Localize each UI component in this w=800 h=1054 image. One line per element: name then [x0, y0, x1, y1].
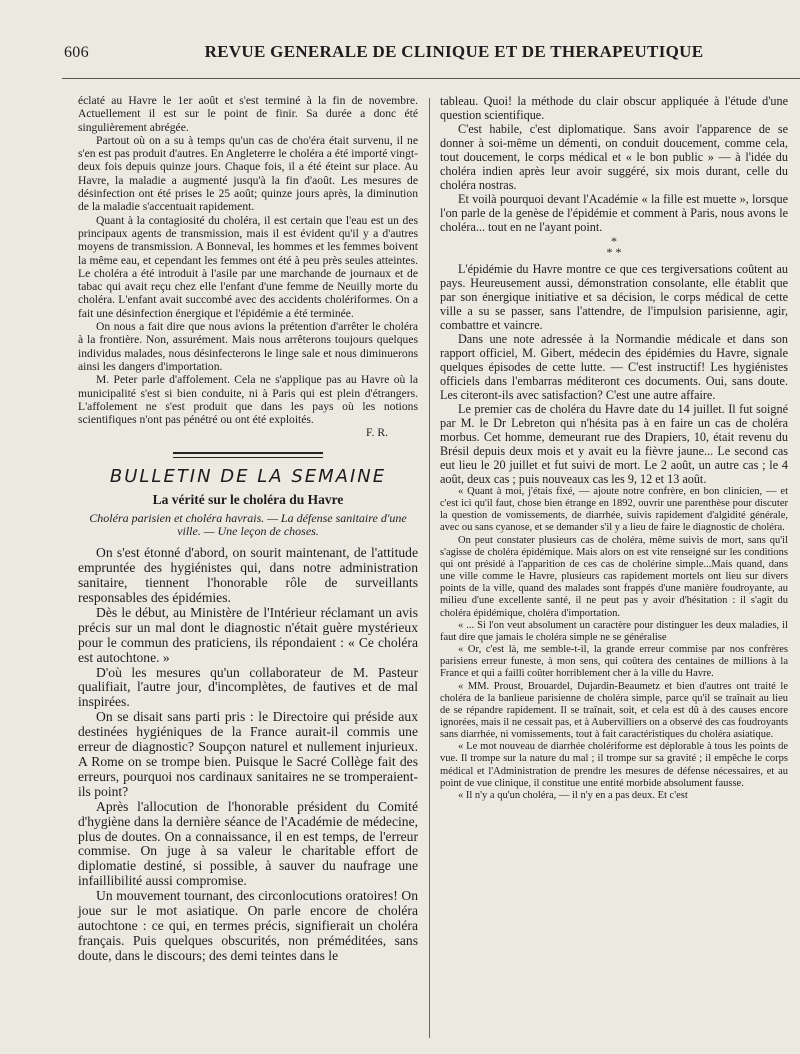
paragraph: On nous a fait dire que nous avions la prétention d'arrêter le choléra à la frontière. Non, assurément. Mais nous arrêterons toujours quelques individus malades, nous désinfecterons le linge sale et nous diminuerons ainsi les dangers d'importation.: [78, 320, 418, 373]
page-number: 606: [64, 44, 89, 61]
quote-paragraph: « Il n'y a qu'un choléra, — il n'y en a pas deux. Et c'est: [458, 789, 688, 801]
article-subtitle: Choléra parisien et choléra havrais. — La défense sanitaire d'une ville. — Une leçon de choses.: [89, 511, 407, 539]
paragraph: tableau. Quoi! la méthode du clair obscur appliquée à l'étude d'une question scientifique.: [440, 94, 788, 122]
paragraph: L'épidémie du Havre montre ce que ces tergiversations coûtent au pays. Heureusement aussi, démonstration consolante, elle établit que par son énergique initiative et sa décision, le corps médical de cette ville a su se passer, sans l'attendre, de l'impulsion parisienne, agir, combattre et vaincre.: [440, 262, 788, 332]
quote-paragraph: « ... Si l'on veut absolument un caractère pour distinguer les deux maladies, il faut dire que jamais le choléra simple ne se généralise: [440, 619, 788, 643]
quoted-report: [440, 486, 788, 802]
journal-title: REVUE GENERALE DE CLINIQUE ET DE THERAPEUTIQUE: [204, 42, 704, 61]
paragraph: M. Peter parle d'affolement. Cela ne s'applique pas au Havre où la municipalité s'est si bien conduite, ni à Paris qui est plein d'étrangers. L'affolement ne s'est produit que dans les pays où les notions scientifiques n'ont pas pénétré ou ont été exploités.: [78, 373, 418, 427]
section-divider-thin: [173, 457, 323, 458]
section-title: BULLETIN DE LA SEMAINE: [109, 465, 387, 487]
paragraph: Le premier cas de choléra du Havre date du 14 juillet. Il fut soigné par M. le Dr Lebreton qui n'hésita pas à en faire un cas de choléra morbus. Cet homme, demeurant rue des Drapiers, 10, était revenu du Brésil depuis deux mois et y avait eu la fièvre jaune... Le second cas eut lieu le 20 juillet et fut suivi de mort. Le 2 août, un autre cas ; le 4 août, deux cas ; puis nouveaux cas les 9, 12 et 13 août.: [440, 402, 788, 486]
paragraph: C'est habile, c'est diplomatique. Sans avoir l'apparence de se donner à soi-même un démenti, on conduit doucement, comme cela, tout doucement, le corps médical et « le bon public » — à l'idée du choléra indien après leur avoir suggéré, six mois durant, celle du choléra nostras.: [440, 122, 788, 192]
quote-paragraph: « MM. Proust, Brouardel, Dujardin-Beaumetz et bien d'autres ont traité le choléra de la banlieue parisienne de choléra simple, parce qu'il se traînait au lieu de se répandre rapidement. Il se traînait, soit, et cela est dû à des causes encore ignorées, mais il ne cessait pas, et à Aubervilliers on a observé des cas foudroyants sans diarrhée, ni vomissements, tout à fait caractéristiques du choléra asiatique.: [440, 680, 788, 741]
article-body: [78, 546, 418, 963]
paragraph: Quant à la contagiosité du choléra, il est certain que l'eau est un des principaux agents de transmission, mais il est évident qu'il y a d'autres moyens de transmission. A Bonneval, les hommes et les femmes boivent la même eau, et cependant les femmes ont été à peu près seules atteintes. Le choléra a été introduit à l'asile par une marchande de journaux et de tabac qui avait reçu chez elle l'enfant d'une femme de Neuilly morte du choléra. L'enfant avait succombé avec des accidents cholériformes. On a fait une désinfection énergique et l'épidémie a été terminée.: [78, 213, 418, 320]
quote-paragraph: « Or, c'est là, me semble-t-il, la grande erreur commise par nos confrères parisiens erreur funeste, à mon sens, qui coûtera des centaines de millions à la France et qui a failli coûter horriblement cher à la ville du Havre.: [440, 644, 788, 680]
left-column: [78, 94, 418, 964]
article-paragraph: Dès le début, au Ministère de l'Intérieur réclamant un avis précis sur un mal dont le diagnostic n'était guère mystérieux pour le commun des praticiens, ils répondaient : « Ce choléra est autochtone. »: [78, 604, 418, 665]
article-paragraph: Un mouvement tournant, des circonlocutions oratoires! On joue sur le mot asiatique. On parle encore de choléra autochtone : ce qui, en termes précis, signifierait un choléra français. Puis quelques obscurités, non préméditées, sans doute, dans le discours; des demi teintes dans le: [78, 888, 418, 963]
asterism: * * *: [606, 234, 622, 259]
signature: F. R.: [366, 426, 388, 440]
quote-paragraph: « Quant à moi, j'étais fixé, — ajoute notre confrère, en bon clinicien, — et c'est ici qu'il faut, chose bien étrange en 1892, ouvrir une parenthèse pour discuter la question de vomissements, de diarrhée, suivis rapidement d'algidité générale, avec ou sans cyanose, et se demander s'il y a lieu de faire le diagnostic de choléra.: [440, 486, 788, 534]
article-paragraph: Après l'allocution de l'honorable président du Comité d'hygiène dans la dernière séance de l'Académie de médecine, plus de doutes. On a connaissance, il en est temps, de l'erreur commise. On juge à sa valeur le charitable effort de diplomatie destiné, si possible, à sauver du naufrage une infaillibilité aussi compromise.: [78, 798, 418, 889]
paragraph: Dans une note adressée à la Normandie médicale et dans son rapport officiel, M. Gibert, médecin des épidémies du Havre, signale quelques épisodes de cette lutte. — C'est instructif! Les hygiénistes officiels dans l'embarras méditeront ces documents. Oui, sans doute. Les citeront-ils avec satisfaction? C'est une autre affaire.: [440, 332, 788, 402]
section-divider: [173, 452, 323, 454]
running-head: [64, 42, 764, 62]
article-paragraph: On s'est étonné d'abord, on sourit maintenant, de l'attitude empruntée des hygiénistes qui, dans notre administration sanitaire, tiennent l'honorable rôle de surveillants responsables des épidémies.: [78, 545, 418, 606]
paragraph: éclaté au Havre le 1er août et s'est terminé à la fin de novembre. Actuellement il est sur le point de finir. Sa durée a donc été singulièrement abrégée.: [78, 94, 418, 134]
quote-paragraph: « Le mot nouveau de diarrhée cholériforme est déplorable à tous les points de vue. Il trompe sur la nature du mal ; il trompe sur sa gravité ; il empêche le corps médical et l'Administration de prendre les mesures de défense nécessaires, et au point de vue clinique, il constitue une entité morbide absolument fausse.: [440, 741, 788, 789]
column-divider: [429, 98, 430, 1038]
right-column: [440, 94, 788, 802]
article-paragraph: On se disait sans parti pris : le Directoire qui préside aux destinées hygiéniques de la France aurait-il commis une erreur de diagnostic? Soupçon naturel et nullement injurieux. A Rome on se trompe bien. Puisque le Sacré Collège fait des erreurs, pourquoi nos cardinaux sanitaires ne se tromperaient-ils point?: [78, 709, 418, 799]
paragraph: Partout où on a su à temps qu'un cas de cho'éra était survenu, il ne s'en est pas produit d'autres. En Angleterre le choléra a été importé vingt-deux fois depuis quinze jours. Chaque fois, il a été éteint sur place. Au Havre, la maladie a augmenté jusqu'à la fin d'août. Les mesures de désinfection ont été prises le 25 août; quinze jours après, la diminution de la maladie s'accentuait rapidement.: [78, 133, 418, 214]
quote-paragraph: On peut constater plusieurs cas de choléra, même suivis de mort, sans qu'il s'agisse de choléra épidémique. Mais alors on est vite renseigné sur les conditions qui ont présidé à l'apparition de ces cas de cholérine simple...Mais quand, dans une ville comme le Havre, plusieurs cas rapidement mortels ont lieu sur divers points de la ville, quand des malades sont frappés d'une manière foudroyante, au milieu d'une excellente santé, il ne peut pas y avoir d'hésitation : il s'agit du choléra épidémique, choléra d'importation.: [440, 534, 788, 619]
header-rule: [62, 78, 800, 79]
article-title: La vérité sur le choléra du Havre: [152, 492, 344, 508]
article-paragraph: D'où les mesures qu'un collaborateur de M. Pasteur qualifiait, l'autre jour, d'incomplètes, de fautives et de mal inspirées.: [78, 664, 418, 710]
paragraph: Et voilà pourquoi devant l'Académie « la fille est muette », lorsque l'on parle de la genèse de l'épidémie et comment à Paris, nous avons le choléra... tout en ne l'ayant point.: [440, 192, 788, 234]
